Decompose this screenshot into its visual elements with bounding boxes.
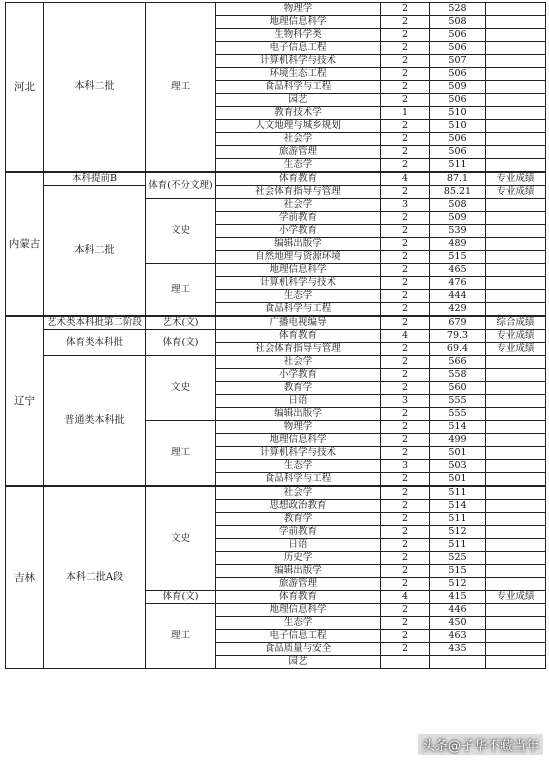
admission-score-table <box>5 2 546 669</box>
score-type-cell <box>486 356 546 369</box>
score-cell: 79.3 <box>430 330 486 343</box>
score-type-cell <box>486 29 546 42</box>
major-cell: 计算机科学与技术 <box>216 277 381 290</box>
plan-count-cell <box>381 656 430 669</box>
plan-count-cell: 2 <box>381 29 430 42</box>
score-type-cell <box>486 68 546 81</box>
plan-count-cell: 2 <box>381 447 430 460</box>
plan-count-cell: 2 <box>381 539 430 552</box>
batch-cell: 艺术类本科批第二阶段 <box>44 316 146 330</box>
plan-count-cell: 4 <box>381 591 430 604</box>
plan-count-cell: 2 <box>381 120 430 133</box>
major-cell: 旅游管理 <box>216 578 381 591</box>
plan-count-cell: 2 <box>381 643 430 656</box>
plan-count-cell: 2 <box>381 146 430 159</box>
major-cell: 教育学 <box>216 513 381 526</box>
major-cell: 食品质量与安全 <box>216 643 381 656</box>
category-cell: 理工 <box>146 604 216 669</box>
category-cell: 艺术(文) <box>146 316 216 330</box>
plan-count-cell: 2 <box>381 42 430 55</box>
score-cell: 69.4 <box>430 343 486 356</box>
score-type-cell: 专业成绩 <box>486 591 546 604</box>
score-cell: 509 <box>430 212 486 225</box>
batch-cell: 本科二批 <box>44 3 146 173</box>
plan-count-cell: 2 <box>381 212 430 225</box>
score-type-cell <box>486 395 546 408</box>
major-cell: 地理信息科学 <box>216 434 381 447</box>
plan-count-cell: 4 <box>381 172 430 186</box>
major-cell: 环境生态工程 <box>216 68 381 81</box>
score-cell: 508 <box>430 199 486 212</box>
major-cell: 食品科学与工程 <box>216 303 381 317</box>
score-cell: 511 <box>430 539 486 552</box>
plan-count-cell: 2 <box>381 578 430 591</box>
province-cell: 辽宁 <box>6 316 44 486</box>
score-cell: 515 <box>430 251 486 264</box>
score-type-cell <box>486 55 546 68</box>
province-cell: 吉林 <box>6 486 44 669</box>
major-cell: 历史学 <box>216 552 381 565</box>
score-cell: 512 <box>430 526 486 539</box>
plan-count-cell: 2 <box>381 565 430 578</box>
batch-cell: 本科提前B <box>44 172 146 186</box>
major-cell: 教育学 <box>216 382 381 395</box>
score-cell: 509 <box>430 81 486 94</box>
score-cell: 566 <box>430 356 486 369</box>
plan-count-cell: 2 <box>381 630 430 643</box>
plan-count-cell: 2 <box>381 356 430 369</box>
score-cell: 510 <box>430 107 486 120</box>
major-cell: 学前教育 <box>216 526 381 539</box>
plan-count-cell: 2 <box>381 94 430 107</box>
score-type-cell <box>486 42 546 55</box>
major-cell: 社会体育指导与管理 <box>216 186 381 199</box>
major-cell: 地理信息科学 <box>216 264 381 277</box>
score-type-cell <box>486 81 546 94</box>
major-cell: 生态学 <box>216 290 381 303</box>
major-cell: 社会学 <box>216 486 381 500</box>
plan-count-cell: 2 <box>381 238 430 251</box>
batch-cell: 普通类本科批 <box>44 356 146 487</box>
score-cell: 87.1 <box>430 172 486 186</box>
plan-count-cell: 2 <box>381 382 430 395</box>
score-cell: 501 <box>430 473 486 487</box>
plan-count-cell: 2 <box>381 290 430 303</box>
major-cell: 食品科学与工程 <box>216 473 381 487</box>
score-type-cell <box>486 656 546 669</box>
score-cell: 515 <box>430 565 486 578</box>
category-cell: 理工 <box>146 421 216 487</box>
plan-count-cell: 3 <box>381 460 430 473</box>
plan-count-cell: 2 <box>381 225 430 238</box>
major-cell: 园艺 <box>216 656 381 669</box>
score-type-cell <box>486 159 546 173</box>
major-cell: 旅游管理 <box>216 146 381 159</box>
score-cell: 429 <box>430 303 486 317</box>
score-type-cell <box>486 552 546 565</box>
plan-count-cell: 2 <box>381 81 430 94</box>
score-cell: 558 <box>430 369 486 382</box>
score-type-cell <box>486 421 546 434</box>
major-cell: 人文地理与城乡规划 <box>216 120 381 133</box>
major-cell: 社会学 <box>216 199 381 212</box>
batch-cell: 本科二批A段 <box>44 486 146 669</box>
major-cell: 日语 <box>216 395 381 408</box>
plan-count-cell: 2 <box>381 486 430 500</box>
score-cell: 511 <box>430 513 486 526</box>
category-cell: 文史 <box>146 199 216 264</box>
score-cell: 506 <box>430 94 486 107</box>
score-cell: 528 <box>430 3 486 16</box>
major-cell: 食品科学与工程 <box>216 81 381 94</box>
score-type-cell: 专业成绩 <box>486 343 546 356</box>
score-type-cell <box>486 486 546 500</box>
score-cell: 679 <box>430 316 486 330</box>
major-cell: 计算机科学与技术 <box>216 55 381 68</box>
score-cell: 435 <box>430 643 486 656</box>
plan-count-cell: 2 <box>381 434 430 447</box>
score-cell: 512 <box>430 578 486 591</box>
score-cell: 501 <box>430 447 486 460</box>
batch-cell: 体育类本科批 <box>44 330 146 356</box>
major-cell: 日语 <box>216 539 381 552</box>
score-type-cell: 专业成绩 <box>486 172 546 186</box>
score-cell: 444 <box>430 290 486 303</box>
score-cell: 446 <box>430 604 486 617</box>
major-cell: 生物科学类 <box>216 29 381 42</box>
score-cell: 511 <box>430 486 486 500</box>
score-cell: 525 <box>430 552 486 565</box>
plan-count-cell: 3 <box>381 395 430 408</box>
major-cell: 小学教育 <box>216 369 381 382</box>
batch-cell: 本科二批 <box>44 186 146 317</box>
plan-count-cell: 3 <box>381 199 430 212</box>
major-cell: 社会学 <box>216 133 381 146</box>
score-type-cell <box>486 473 546 487</box>
plan-count-cell: 2 <box>381 552 430 565</box>
plan-count-cell: 2 <box>381 264 430 277</box>
score-type-cell <box>486 264 546 277</box>
score-cell: 514 <box>430 421 486 434</box>
plan-count-cell: 2 <box>381 159 430 173</box>
major-cell: 物理学 <box>216 421 381 434</box>
plan-count-cell: 2 <box>381 526 430 539</box>
score-cell: 506 <box>430 68 486 81</box>
score-cell: 506 <box>430 133 486 146</box>
score-cell: 514 <box>430 500 486 513</box>
category-cell: 理工 <box>146 3 216 173</box>
score-cell: 465 <box>430 264 486 277</box>
plan-count-cell: 1 <box>381 107 430 120</box>
major-cell: 教育技术学 <box>216 107 381 120</box>
plan-count-cell: 2 <box>381 513 430 526</box>
score-type-cell <box>486 630 546 643</box>
major-cell: 地理信息科学 <box>216 604 381 617</box>
score-type-cell <box>486 303 546 317</box>
score-type-cell: 专业成绩 <box>486 330 546 343</box>
score-cell: 555 <box>430 408 486 421</box>
category-cell: 体育(不分文理) <box>146 172 216 199</box>
major-cell: 广播电视编导 <box>216 316 381 330</box>
score-cell: 450 <box>430 617 486 630</box>
major-cell: 体育教育 <box>216 330 381 343</box>
score-type-cell <box>486 526 546 539</box>
table-row <box>6 330 546 343</box>
category-cell: 体育(文) <box>146 330 216 356</box>
plan-count-cell: 2 <box>381 473 430 487</box>
score-type-cell: 专业成绩 <box>486 186 546 199</box>
score-type-cell <box>486 565 546 578</box>
major-cell: 编辑出版学 <box>216 565 381 578</box>
plan-count-cell: 2 <box>381 316 430 330</box>
score-cell: 507 <box>430 55 486 68</box>
score-cell <box>430 656 486 669</box>
score-type-cell <box>486 3 546 16</box>
plan-count-cell: 2 <box>381 3 430 16</box>
score-cell: 508 <box>430 16 486 29</box>
major-cell: 电子信息工程 <box>216 630 381 643</box>
plan-count-cell: 2 <box>381 251 430 264</box>
score-cell: 476 <box>430 277 486 290</box>
table-row <box>6 172 546 186</box>
major-cell: 电子信息工程 <box>216 42 381 55</box>
plan-count-cell: 2 <box>381 16 430 29</box>
score-cell: 463 <box>430 630 486 643</box>
score-type-cell <box>486 290 546 303</box>
score-type-cell <box>486 212 546 225</box>
major-cell: 编辑出版学 <box>216 408 381 421</box>
score-type-cell <box>486 447 546 460</box>
major-cell: 地理信息科学 <box>216 16 381 29</box>
score-cell: 560 <box>430 382 486 395</box>
score-type-cell <box>486 251 546 264</box>
score-type-cell <box>486 604 546 617</box>
score-type-cell <box>486 94 546 107</box>
score-cell: 555 <box>430 395 486 408</box>
score-type-cell <box>486 107 546 120</box>
major-cell: 编辑出版学 <box>216 238 381 251</box>
plan-count-cell: 4 <box>381 330 430 343</box>
score-type-cell <box>486 500 546 513</box>
score-type-cell <box>486 643 546 656</box>
score-cell: 415 <box>430 591 486 604</box>
plan-count-cell: 2 <box>381 500 430 513</box>
score-type-cell <box>486 513 546 526</box>
score-type-cell <box>486 369 546 382</box>
table-row <box>6 186 546 199</box>
score-cell: 489 <box>430 238 486 251</box>
major-cell: 体育教育 <box>216 591 381 604</box>
plan-count-cell: 2 <box>381 303 430 317</box>
table-row <box>6 356 546 369</box>
score-type-cell: 综合成绩 <box>486 316 546 330</box>
category-cell: 文史 <box>146 486 216 591</box>
score-cell: 511 <box>430 159 486 173</box>
major-cell: 园艺 <box>216 94 381 107</box>
score-cell: 499 <box>430 434 486 447</box>
score-type-cell <box>486 434 546 447</box>
major-cell: 生态学 <box>216 617 381 630</box>
score-type-cell <box>486 146 546 159</box>
score-type-cell <box>486 199 546 212</box>
score-cell: 503 <box>430 460 486 473</box>
plan-count-cell: 2 <box>381 408 430 421</box>
score-type-cell <box>486 225 546 238</box>
plan-count-cell: 2 <box>381 604 430 617</box>
major-cell: 社会学 <box>216 356 381 369</box>
major-cell: 生态学 <box>216 159 381 173</box>
major-cell: 生态学 <box>216 460 381 473</box>
major-cell: 社会体育指导与管理 <box>216 343 381 356</box>
score-type-cell <box>486 238 546 251</box>
score-type-cell <box>486 578 546 591</box>
table-row <box>6 316 546 330</box>
score-cell: 539 <box>430 225 486 238</box>
score-type-cell <box>486 617 546 630</box>
watermark: 头条@孑华不藏当年 <box>418 734 543 755</box>
major-cell: 思想政治教育 <box>216 500 381 513</box>
province-cell: 内蒙古 <box>6 172 44 316</box>
score-type-cell <box>486 133 546 146</box>
score-type-cell <box>486 408 546 421</box>
province-cell: 河北 <box>6 3 44 173</box>
plan-count-cell: 2 <box>381 133 430 146</box>
plan-count-cell: 2 <box>381 277 430 290</box>
major-cell: 体育教育 <box>216 172 381 186</box>
major-cell: 自然地理与资源环境 <box>216 251 381 264</box>
plan-count-cell: 2 <box>381 186 430 199</box>
score-type-cell <box>486 382 546 395</box>
plan-count-cell: 2 <box>381 617 430 630</box>
score-cell: 85.21 <box>430 186 486 199</box>
plan-count-cell: 2 <box>381 55 430 68</box>
plan-count-cell: 2 <box>381 421 430 434</box>
category-cell: 体育(文) <box>146 591 216 604</box>
score-type-cell <box>486 120 546 133</box>
major-cell: 学前教育 <box>216 212 381 225</box>
major-cell: 计算机科学与技术 <box>216 447 381 460</box>
score-cell: 506 <box>430 29 486 42</box>
category-cell: 文史 <box>146 356 216 421</box>
score-cell: 506 <box>430 146 486 159</box>
plan-count-cell: 2 <box>381 369 430 382</box>
category-cell: 理工 <box>146 264 216 317</box>
plan-count-cell: 2 <box>381 68 430 81</box>
score-type-cell <box>486 16 546 29</box>
score-type-cell <box>486 539 546 552</box>
major-cell: 物理学 <box>216 3 381 16</box>
table-body <box>6 3 546 669</box>
score-type-cell <box>486 460 546 473</box>
score-type-cell <box>486 277 546 290</box>
table-row <box>6 3 546 16</box>
major-cell: 小学教育 <box>216 225 381 238</box>
score-cell: 510 <box>430 120 486 133</box>
plan-count-cell: 2 <box>381 343 430 356</box>
table-row <box>6 486 546 500</box>
score-cell: 506 <box>430 42 486 55</box>
